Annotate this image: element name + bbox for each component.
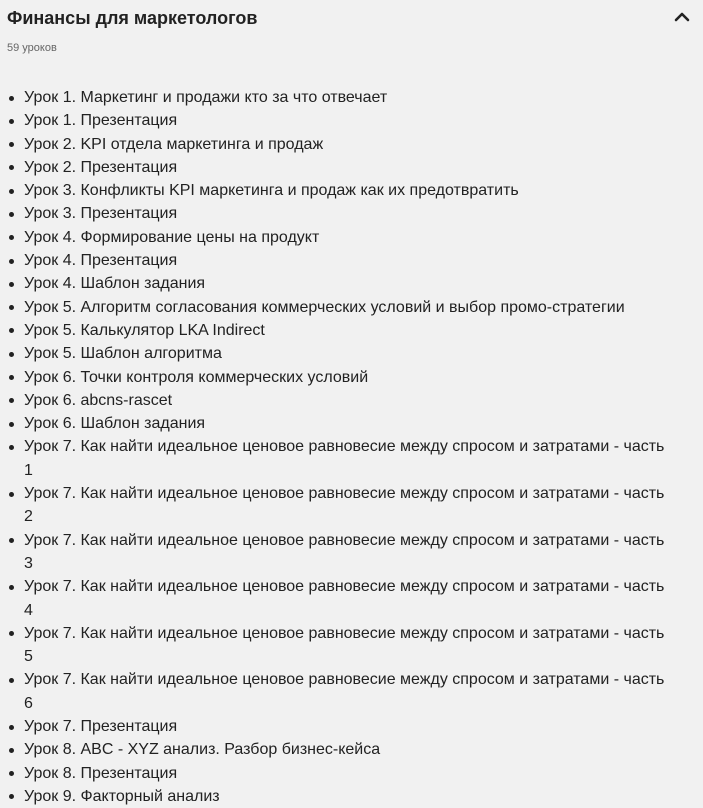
lesson-item[interactable]: Урок 6. abcns-rascet [7,389,667,412]
lesson-item[interactable]: Урок 7. Как найти идеальное ценовое равновесие между спросом и затратами - часть 4 [7,575,667,622]
lesson-item[interactable]: Урок 8. ABC - XYZ анализ. Разбор бизнес-кейса [7,738,667,761]
lesson-item[interactable]: Урок 7. Как найти идеальное ценовое равновесие между спросом и затратами - часть 3 [7,529,667,576]
lesson-item[interactable]: Урок 2. KPI отдела маркетинга и продаж [7,133,667,156]
lesson-item[interactable]: Урок 7. Как найти идеальное ценовое равновесие между спросом и затратами - часть 2 [7,482,667,529]
lesson-item[interactable]: Урок 3. Презентация [7,202,667,225]
lesson-item[interactable]: Урок 4. Формирование цены на продукт [7,226,667,249]
lesson-item[interactable]: Урок 8. Презентация [7,762,667,785]
lesson-item[interactable]: Урок 4. Презентация [7,249,667,272]
chevron-up-icon[interactable] [673,9,691,23]
lesson-count: 59 уроков [7,42,57,54]
lesson-item[interactable]: Урок 1. Презентация [7,109,667,132]
lesson-item[interactable]: Урок 7. Как найти идеальное ценовое равновесие между спросом и затратами - часть 6 [7,668,667,715]
lesson-item[interactable]: Урок 9. Факторный анализ [7,785,667,808]
lesson-item[interactable]: Урок 7. Как найти идеальное ценовое равновесие между спросом и затратами - часть 1 [7,435,667,482]
course-header[interactable] [7,6,703,36]
lesson-item[interactable]: Урок 6. Точки контроля коммерческих условий [7,366,667,389]
lesson-item[interactable]: Урок 5. Шаблон алгоритма [7,342,667,365]
lesson-item[interactable]: Урок 5. Алгоритм согласования коммерческих условий и выбор промо-стратегии [7,296,667,319]
lesson-item[interactable]: Урок 2. Презентация [7,156,667,179]
course-title: Финансы для маркетологов [7,8,258,28]
lesson-item[interactable]: Урок 1. Маркетинг и продажи кто за что отвечает [7,86,667,109]
lesson-list [7,86,667,808]
lesson-item[interactable]: Урок 5. Калькулятор LKA Indirect [7,319,667,342]
lesson-item[interactable]: Урок 4. Шаблон задания [7,272,667,295]
lesson-item[interactable]: Урок 7. Как найти идеальное ценовое равновесие между спросом и затратами - часть 5 [7,622,667,669]
lesson-item[interactable]: Урок 6. Шаблон задания [7,412,667,435]
lesson-item[interactable]: Урок 3. Конфликты KPI маркетинга и продаж как их предотвратить [7,179,667,202]
lesson-item[interactable]: Урок 7. Презентация [7,715,667,738]
